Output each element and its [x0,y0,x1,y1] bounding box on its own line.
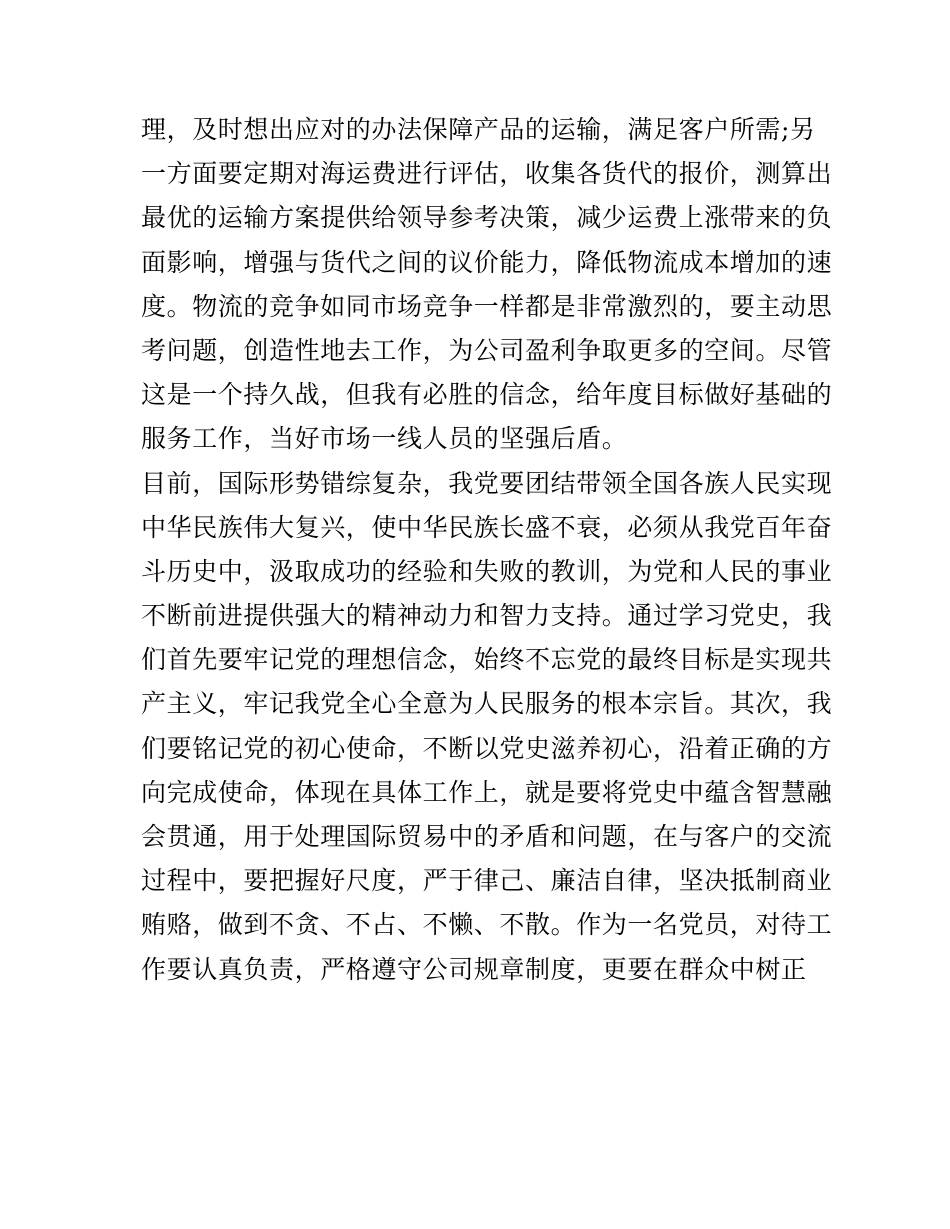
text-line: 理，及时想出应对的办法保障产品的运输，满足客户所需;另 [141,115,816,144]
body-text [141,108,841,992]
text-line: 度。物流的竞争如同市场竞争一样都是非常激烈的，要主动思 [141,291,833,321]
text-line: 们首先要牢记党的理想信念，始终不忘党的最终目标是实现共 [141,645,833,675]
text-line: 目前，国际形势错综复杂，我党要团结带领全国各族人民实现 [141,468,833,498]
text-line: 考问题，创造性地去工作，为公司盈利争取更多的空间。尽管 [141,335,833,365]
text-line: 最优的运输方案提供给领导参考决策，减少运费上涨带来的负 [141,203,833,233]
text-line: 贿赂，做到不贪、不占、不懒、不散。作为一名党员，对待工 [141,910,833,940]
text-line: 这是一个持久战，但我有必胜的信念，给年度目标做好基础的 [141,380,833,410]
text-line: 服务工作，当好市场一线人员的坚强后盾。 [141,424,628,454]
text-line: 面影响，增强与货代之间的议价能力，降低物流成本增加的速 [141,247,833,277]
text-line: 们要铭记党的初心使命，不断以党史滋养初心，沿着正确的方 [141,733,833,763]
text-line: 过程中，要把握好尺度，严于律己、廉洁自律，坚决抵制商业 [141,866,833,896]
text-line: 会贯通，用于处理国际贸易中的矛盾和问题，在与客户的交流 [141,822,833,851]
text-line: 不断前进提供强大的精神动力和智力支持。通过学习党史，我 [141,601,833,631]
text-line: 中华民族伟大复兴，使中华民族长盛不衰，必须从我党百年奋 [141,512,833,542]
text-line: 一方面要定期对海运费进行评估，收集各货代的报价，测算出 [141,159,833,189]
text-line: 作要认真负责，严格遵守公司规章制度，更要在群众中树正 [141,954,807,984]
text-line: 向完成使命，体现在具体工作上，就是要将党史中蕴含智慧融 [141,777,833,807]
text-line: 产主义，牢记我党全心全意为人民服务的根本宗旨。其次，我 [141,689,833,719]
text-line: 斗历史中，汲取成功的经验和失败的教训，为党和人民的事业 [141,556,833,586]
